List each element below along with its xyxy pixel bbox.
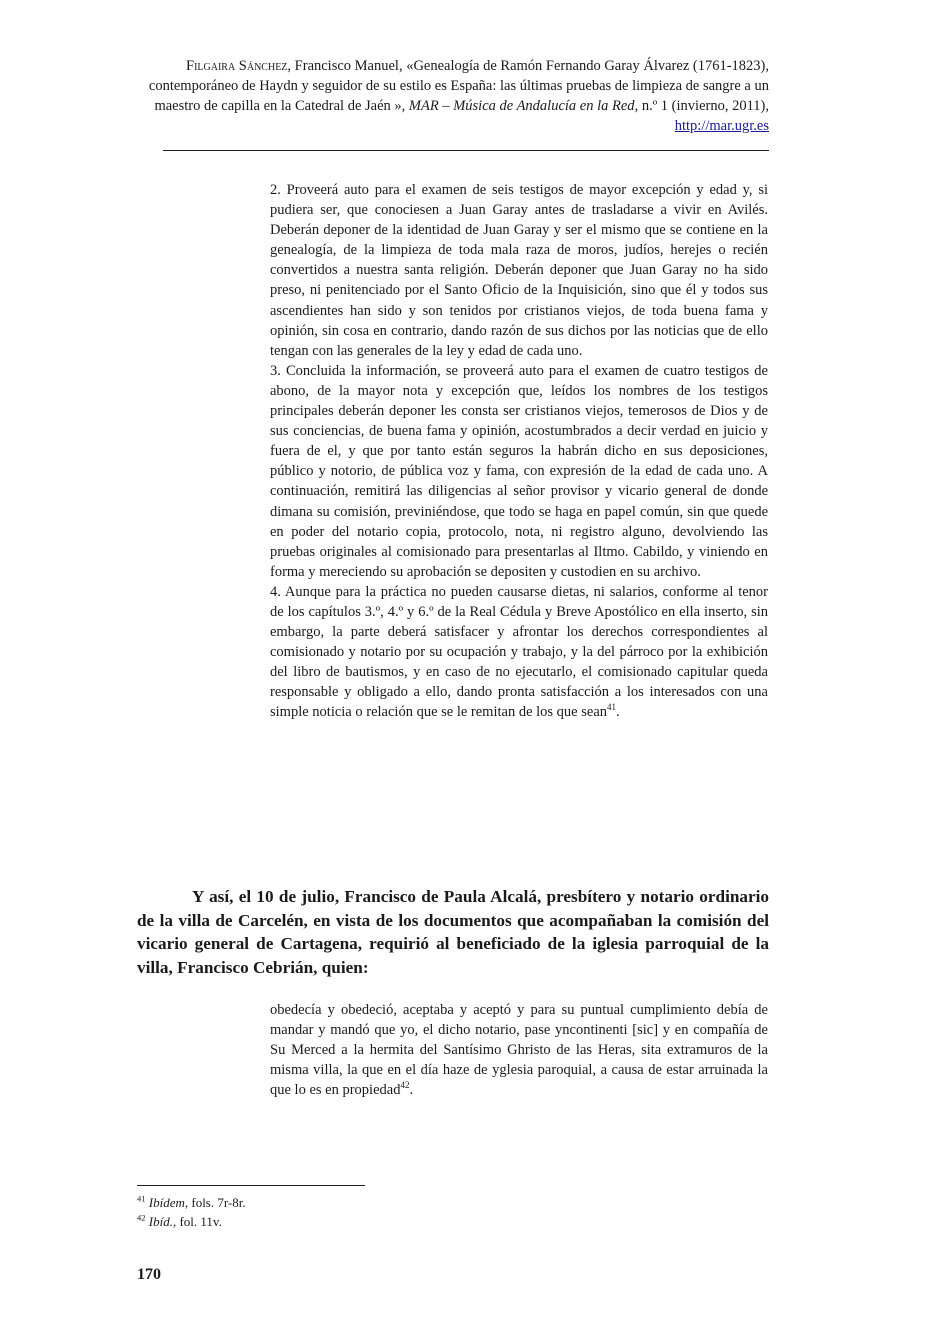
footnote-rule <box>137 1185 365 1186</box>
quote-paragraph-4: 4. Aunque para la práctica no pueden causarse dietas, ni salarios, conforme al tenor de los capítulos 3.º, 4.º y 6.º de la Real Cédula y Breve Apostólico en ella inserto, sin embargo, la parte deberá satisfacer y afrontar los derechos correspondientes al comisionado y notario por su ocupación y trabajo, y la del párroco por la exhibición del libro de bautismos, y en caso de no ejecutarlo, el comisionado capitular queda responsable y obligado a ello, dando pronta satisfacción a los interesados con una simple noticia o relación que se le remitan de los que sean$^{41}$. <box>270 583 768 721</box>
body-paragraph <box>137 885 769 979</box>
footnote-text: , fols. 7r-8r. <box>184 1195 246 1210</box>
header-citation-2: , n.º 1 (invierno, 2011), <box>634 98 769 114</box>
footnote-ref-text: Ibíd. <box>148 1214 173 1229</box>
footnote-number: 41 <box>137 1193 146 1204</box>
footnote-42 <box>137 1212 246 1231</box>
running-header <box>137 56 769 136</box>
header-journal: MAR – Música de Andalucía en la Red <box>408 98 635 114</box>
quote-2-text: obedecía y obedeció, aceptaba y aceptó y para su puntual cumplimiento debía de mandar y mandó que yo, el dicho notario, pase yncontinenti [sic] y en compañía de Su Merced a la hermita del Santísimo Ghristo de las Heras, sita extramuros de la misma villa, la que en el día haze de yglesia paroquial, a causa de estar arruinada la que lo es en propiedad <box>270 1002 768 1099</box>
body-paragraph-text: Y así, el 10 de julio, Francisco de Paula Alcalá, presbítero y notario ordinario de la villa de Carcelén, en vista de los documentos que acompañaban la comisión del vicario general de Cartagena, requirió al beneficiado de la iglesia parroquial de la villa, Francisco Cebrián, quien: <box>137 887 769 977</box>
quote-paragraph-2: 2. Proveerá auto para el examen de seis testigos de mayor excepción y edad y, si pudiera ser, que conociesen a Juan Garay antes de trasladarse a vivir en Avilés. Deberán deponer de la identidad de Juan Garay y ser el mismo que se contiene en la genealogía, de la limpieza de toda mala raza de moros, judíos, herejes o recién convertidos a nuestra santa religión. Deberán deponer que Juan Garay no ha sido preso, ni penitenciado por el Santo Oficio de la Inquisición, sino que él y todos sus ascendientes han sido y son tenidos por cristianos viejos, de toda buena fama y opinión, sin cosa en contrario, dando razón de sus dichos por las noticias que de ello tengan con las generales de la ley y edad de cada uno. <box>270 182 768 359</box>
block-quote-2 <box>270 1000 768 1100</box>
footnote-text: , fol. 11v. <box>172 1214 222 1229</box>
quote-paragraph-4-text: 4. Aunque para la práctica no pueden causarse dietas, ni salarios, conforme al tenor de los capítulos 3.º, 4.º y 6.º de la Real Cédula y Breve Apostólico en ella inserto, sin embargo, la parte deberá satisfacer y afrontar los derechos correspondientes al comisionado y notario por su ocupación y trabajo, y la del párroco por la exhibición del libro de bautismos, y en caso de no ejecutarlo, el comisionado capitular queda responsable y obligado a ello, dando pronta satisfacción a los interesados con una simple noticia o relación que se le remitan de los que sean <box>270 583 768 721</box>
header-author: Filgaira Sánchez <box>186 58 288 74</box>
footnote-number: 42 <box>137 1212 146 1223</box>
footnote-ref-41[interactable]: 41 <box>607 702 617 713</box>
footnote-ref-42[interactable]: 42 <box>400 1080 410 1091</box>
header-url-link[interactable]: http://mar.ugr.es <box>674 118 769 134</box>
block-quote-1 <box>270 180 768 723</box>
quote-paragraph-3: 3. Concluida la información, se proveerá auto para el examen de cuatro testigos de abono, de la mayor nota y excepción que, leídos los nombres de los testigos principales deberán deponer les consta ser cristianos viejos, temerosos de Dios y de sus conciencias, de buena fama y opinión, acostumbrados a decir verdad en juicio y fuera de el, y que por tanto están seguros la habrán dicho en sus deposiciones, público y notorio, de pública voz y fama, con expresión de la edad de cada uno. A continuación, remitirá las diligencias al señor provisor y vicario general de donde dimana su comisión, previniéndose, que todo se haga en papel común, sin que quede en poder del notario copia, protocolo, nota, ni registro alguno, devolviendo las pruebas originales al comisionado para presentarlas al Iltmo. Cabildo, y viniendo en forma y mereciendo su aprobación se depositen y custodien en su archivo. <box>270 362 768 580</box>
header-citation-1: , Francisco Manuel, «Genealogía de Ramón Fernando Garay Álvarez (1761-1823), contemporáneo de Haydn y seguidor de su estilo es España: las últimas pruebas de limpieza de sangre a un maestro de capilla en la Catedral de Jaén », <box>148 58 769 114</box>
footnotes <box>137 1193 246 1231</box>
quote-2-paragraph: obedecía y obedeció, aceptaba y aceptó y para su puntual cumplimiento debía de mandar y mandó que yo, el dicho notario, pase yncontinenti [sic] y en compañía de Su Merced a la hermita del Santísimo Ghristo de las Heras, sita extramuros de la misma villa, la que en el día haze de yglesia paroquial, a causa de estar arruinada la que lo es en propiedad$^{42}$. <box>270 1002 768 1099</box>
footnote-ref-text: Ibídem <box>148 1195 185 1210</box>
header-rule <box>163 150 769 151</box>
footnote-41 <box>137 1193 246 1212</box>
page-number: 170 <box>137 1266 161 1283</box>
